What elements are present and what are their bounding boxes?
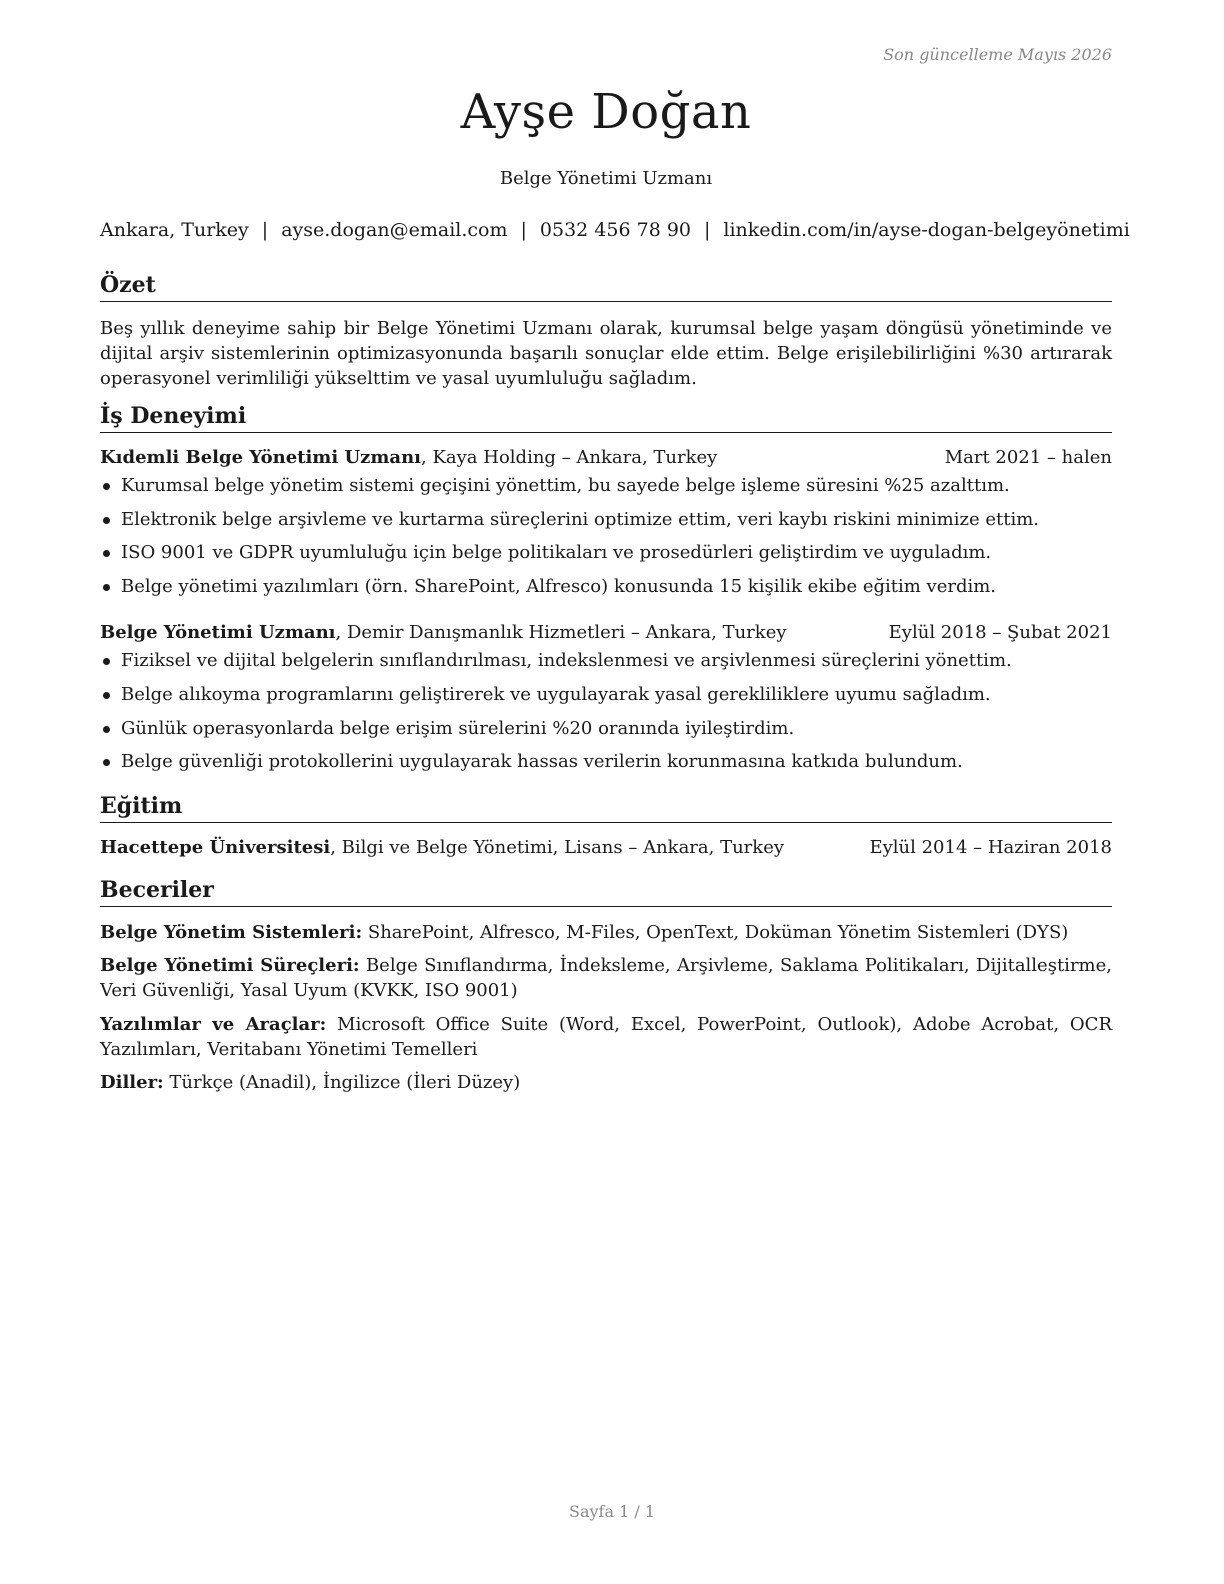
skill-value: SharePoint, Alfresco, M-Files, OpenText, Doküman Yönetim Sistemleri (DYS) xyxy=(362,921,1069,943)
spacer xyxy=(100,907,1112,920)
skill-value: Türkçe (Anadil), İngilizce (İleri Düzey) xyxy=(163,1072,521,1094)
skill-label: Belge Yönetimi Süreçleri: xyxy=(100,955,360,977)
skill-label: Diller: xyxy=(100,1072,164,1094)
job-dates: Mart 2021 – halen xyxy=(944,447,1112,468)
job-title-line xyxy=(100,620,787,646)
spacer xyxy=(100,783,1112,791)
job-header xyxy=(100,620,1112,646)
contact-location: Ankara, Turkey xyxy=(100,219,249,241)
skill-line xyxy=(100,1012,1112,1062)
contact-separator: | xyxy=(520,219,527,241)
job-role: Belge Yönetimi Uzmanı xyxy=(100,622,336,644)
contact-phone[interactable]: 0532 456 78 90 xyxy=(539,219,691,241)
candidate-title: Belge Yönetimi Uzmanı xyxy=(499,168,713,189)
section-heading-summary: Özet xyxy=(100,270,1112,302)
bullet-item: Belge yönetimi yazılımları (örn. SharePoint, Alfresco) konusunda 15 kişilik ekibe eğitim verdim. xyxy=(100,574,1112,600)
bullet-item: Belge alıkoyma programlarını geliştirerek ve uygulayarak yasal gerekliliklere uyumu sağladım. xyxy=(100,682,1112,708)
job-bullets xyxy=(100,648,1112,775)
job-header xyxy=(100,445,1112,471)
skill-line xyxy=(100,1070,1112,1095)
candidate-name: Ayşe Doğan xyxy=(460,84,752,140)
summary-text: Beş yıllık deneyime sahip bir Belge Yönetimi Uzmanı olarak, kurumsal belge yaşam döngüsü yönetiminde ve dijital arşiv sistemlerinin optimizasyonunda başarılı sonuçlar elde ettim. Belge erişilebilirliğini %30 artırarak operasyonel verimliliği yükselttim ve yasal uyumluluğu sağladım. xyxy=(100,318,1112,389)
bullet-item: Elektronik belge arşivleme ve kurtarma süreçlerini optimize ettim, veri kaybı riskini minimize ettim. xyxy=(100,507,1112,533)
education-entry xyxy=(100,835,1112,861)
education-details: , Bilgi ve Belge Yönetimi, Lisans – Ankara, Turkey xyxy=(330,836,785,858)
bullet-item: Kurumsal belge yönetim sistemi geçişini yönettim, bu sayede belge işleme süresini %25 azalttım. xyxy=(100,473,1112,499)
job-role: Kıdemli Belge Yönetimi Uzmanı xyxy=(100,447,422,468)
skill-line xyxy=(100,953,1112,1003)
education-school: Hacettepe Üniversitesi xyxy=(100,836,331,858)
job-company: , Demir Danışmanlık Hizmetleri – Ankara, Turkey xyxy=(335,622,787,644)
bullet-item: Günlük operasyonlarda belge erişim sürelerini %20 oranında iyileştirdim. xyxy=(100,716,1112,742)
bullet-item: Fiziksel ve dijital belgelerin sınıflandırılması, indekslenmesi ve arşivlenmesi süreçlerini yönettim. xyxy=(100,648,1112,674)
bullet-item: ISO 9001 ve GDPR uyumluluğu için belge politikaları ve prosedürleri geliştirdim ve uyguladım. xyxy=(100,540,1112,566)
skill-value: Belge Sınıflandırma, İndeksleme, Arşivleme, Saklama Politikaları, Dijitalleştirme, Veri Güvenliği, Yasal Uyum (KVKK, ISO 9001) xyxy=(100,955,1112,1002)
section-heading-education: Eğitim xyxy=(100,791,1112,823)
job-dates: Eylül 2018 – Şubat 2021 xyxy=(888,622,1112,644)
skill-value: Microsoft Office Suite (Word, Excel, PowerPoint, Outlook), Adobe Acrobat, OCR Yazılımları, Veritabanı Yönetimi Temelleri xyxy=(100,1013,1113,1060)
contact-line xyxy=(100,219,1130,241)
job-title-line xyxy=(100,445,717,471)
job-company: , Kaya Holding – Ankara, Turkey xyxy=(421,447,718,468)
bullet-item: Belge güvenliği protokollerini uygulayarak hassas verilerin korunmasına katkıda bulundum. xyxy=(100,749,1112,775)
contact-linkedin[interactable]: linkedin.com/in/ayse-dogan-belgeyönetimi xyxy=(723,219,1130,241)
page-number: Sayfa 1 / 1 xyxy=(568,1502,655,1521)
resume-page xyxy=(100,0,1130,1584)
last-updated: Son güncelleme Mayıs 2026 xyxy=(883,45,1112,64)
skill-line xyxy=(100,920,1112,945)
job-bullets xyxy=(100,473,1112,600)
section-heading-experience: İş Deneyimi xyxy=(100,401,1112,433)
skill-label: Belge Yönetim Sistemleri: xyxy=(100,921,363,943)
contact-separator: | xyxy=(261,219,269,241)
education-title-line xyxy=(100,835,784,861)
contact-email[interactable]: ayse.dogan@email.com xyxy=(281,219,508,241)
education-dates: Eylül 2014 – Haziran 2018 xyxy=(869,836,1112,858)
spacer xyxy=(100,861,1112,875)
skill-label: Yazılımlar ve Araçlar: xyxy=(100,1013,327,1035)
section-heading-skills: Beceriler xyxy=(100,875,1112,907)
contact-separator: | xyxy=(704,219,711,241)
spacer xyxy=(100,607,1112,620)
resume-body xyxy=(100,270,1112,1104)
